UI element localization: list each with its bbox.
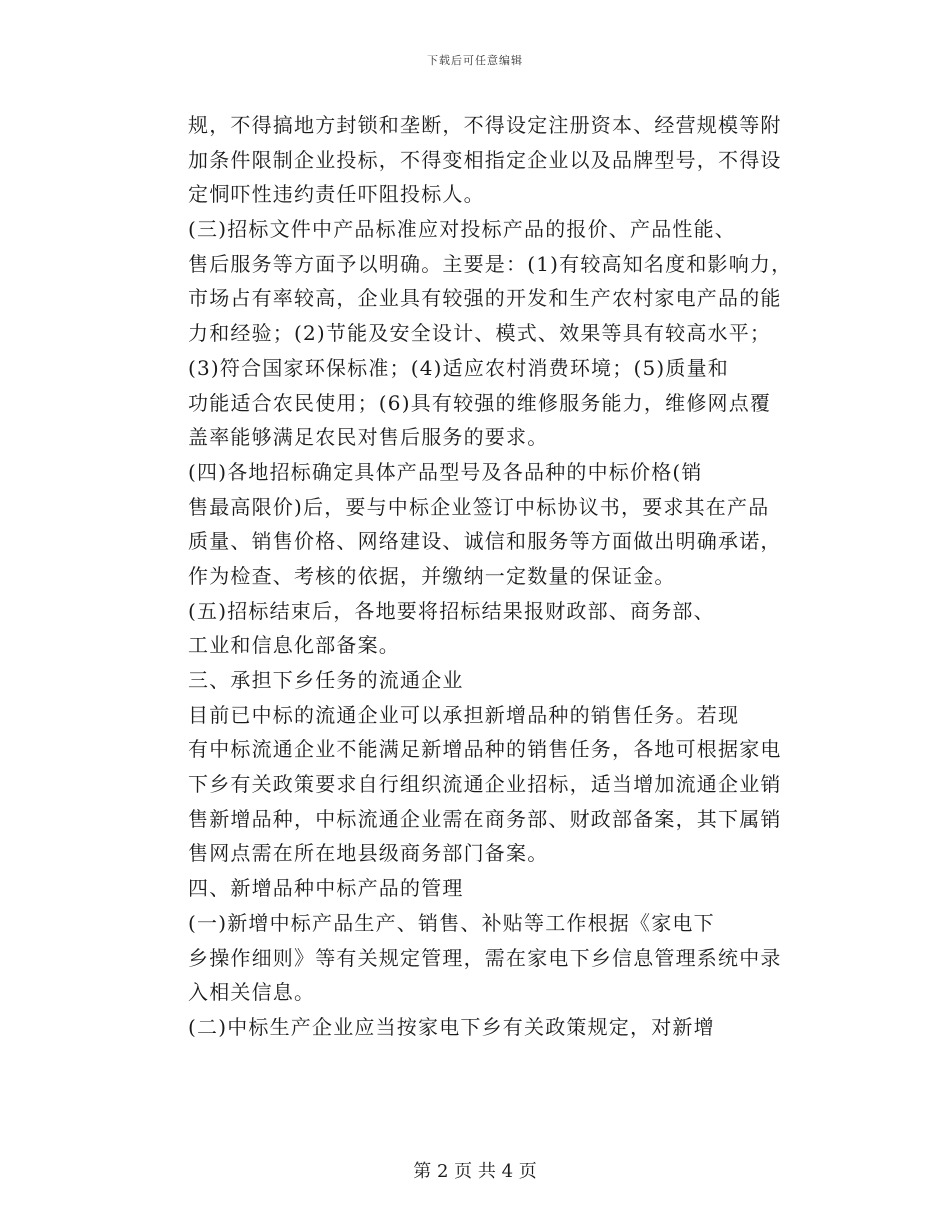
- text-line: 三、承担下乡任务的流通企业: [188, 668, 464, 692]
- text-line: 规，不得搞地方封锁和垄断，不得设定注册资本、经营规模等附: [188, 113, 782, 137]
- text-line: (一)新增中标产品生产、销售、补贴等工作根据《家电下: [188, 910, 715, 935]
- text-line: 下乡有关政策要求自行组织流通企业招标，适当增加流通企业销: [188, 772, 782, 797]
- text-line: 四、新增品种中标产品的管理: [188, 876, 464, 901]
- page-footer: 第 2 页 共 4 页: [413, 1161, 537, 1182]
- text-line: 功能适合农民使用；(6)具有较强的维修服务能力，维修网点覆: [188, 390, 772, 415]
- text-line: (3)符合国家环保标准；(4)适应农村消费环境；(5)质量和: [188, 355, 729, 380]
- text-line: 售新增品种，中标流通企业需在商务部、财政部备案，其下属销: [188, 806, 782, 831]
- text-line: 有中标流通企业不能满足新增品种的销售任务，各地可根据家电: [188, 737, 782, 762]
- text-line: (四)各地招标确定具体产品型号及各品种的中标价格(销: [188, 459, 703, 484]
- text-line: 定恫吓性违约责任吓阻投标人。: [188, 182, 485, 207]
- text-line: 入相关信息。: [188, 980, 316, 1005]
- text-line: 售后服务等方面予以明确。主要是：(1)有较高知名度和影响力，: [188, 251, 793, 276]
- text-line: 目前已中标的流通企业可以承担新增品种的销售任务。若现: [188, 702, 740, 727]
- text-line: (二)中标生产企业应当按家电下乡有关政策规定，对新增: [188, 1014, 715, 1039]
- text-line: 乡操作细则》等有关规定管理，需在家电下乡信息管理系统中录: [188, 945, 782, 970]
- text-line: 市场占有率较高，企业具有较强的开发和生产农村家电产品的能: [188, 286, 782, 311]
- text-line: 作为检查、考核的依据，并缴纳一定数量的保证金。: [188, 563, 676, 588]
- text-line: (五)招标结束后，各地要将招标结果报财政部、商务部、: [188, 598, 715, 623]
- text-line: 加条件限制企业投标，不得变相指定企业以及品牌型号，不得设: [188, 147, 782, 172]
- text-line: (三)招标文件中产品标准应对投标产品的报价、产品性能、: [188, 217, 737, 242]
- document-body: [188, 108, 808, 1045]
- text-line: 盖率能够满足农民对售后服务的要求。: [188, 425, 549, 450]
- text-line: 售网点需在所在地县级商务部门备案。: [188, 841, 549, 866]
- text-line: 力和经验；(2)节能及安全设计、模式、效果等具有较高水平；: [188, 321, 772, 346]
- page-header: 下载后可任意编辑: [427, 54, 523, 67]
- text-line: 工业和信息化部备案。: [188, 633, 400, 658]
- text-line: 售最高限价)后，要与中标企业签订中标协议书，要求其在产品: [188, 494, 770, 519]
- text-line: 质量、销售价格、网络建设、诚信和服务等方面做出明确承诺，: [188, 529, 782, 554]
